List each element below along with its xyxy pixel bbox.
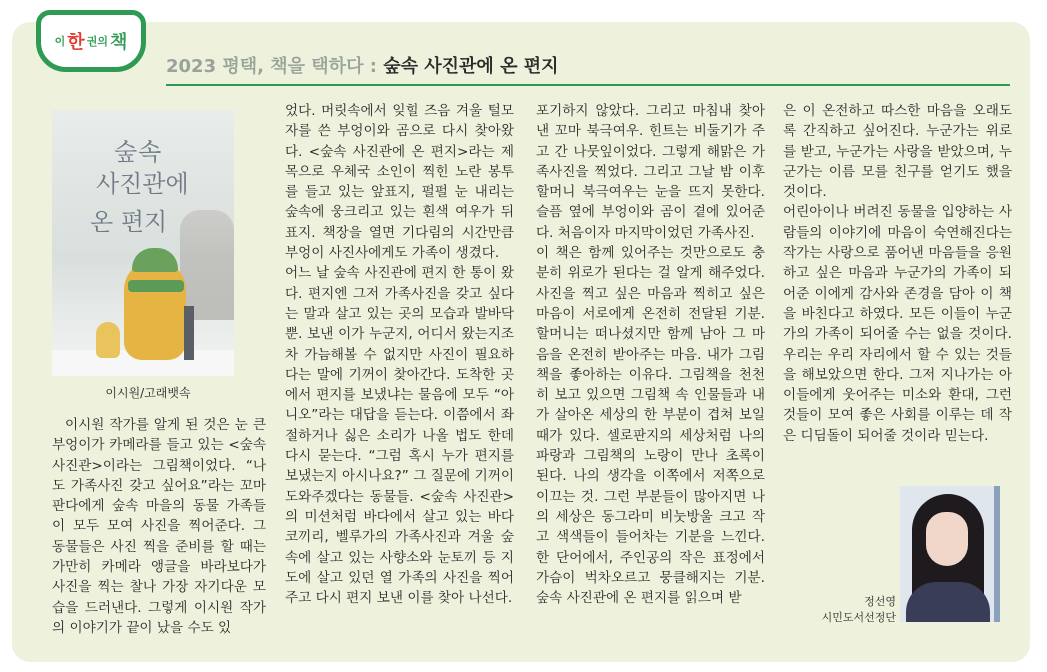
section-badge: [36, 10, 146, 72]
cover-bear-scarf: [128, 280, 184, 292]
cover-trees: [180, 210, 234, 320]
badge-chaek: 책: [109, 32, 128, 53]
article-title: 숲속 사진관에 온 편지: [383, 56, 559, 77]
author-name: 정선영: [864, 595, 896, 608]
book-caption: 이시원/고래뱃속: [105, 386, 191, 400]
book-cover-image: [52, 110, 234, 376]
cover-title-line3: 온 편지: [90, 208, 168, 236]
cover-owl: [96, 322, 120, 358]
series-title: 2023 평택, 책을 택하다: [166, 56, 364, 77]
badge-han: 한: [67, 32, 85, 53]
cover-bear: [124, 260, 186, 360]
author-affiliation: 시민도서선정단: [821, 611, 896, 624]
author-photo: [900, 486, 1000, 622]
body-column-4: 은 이 온전하고 따스한 마음을 오래도록 간직하고 싶어진다. 누군가는 위로를 받고, 누군가는 사랑을 받았으며, 누군가는 이름 모를 친구를 얻기도 했을 것이다. 어린아이나 버려진 동물을 입양하는 사람들의 이야기에 마음이 숙연해진다는 작가는 사랑으로 품어낸 마음들을 응원하고 싶은 마음과 누군가의 가족이 되어준 이에게 감사와 존경을 담아 이 책을 바친다고 하였다. 모든 이들이 누군가의 가족이 되어줄 수는 없을 것이다. 우리는 우리 자리에서 할 수 있는 것들을 해보았으면 한다. 그저 지나가는 아이들에게 웃어주는 미소와 환대, 그런 것들이 모여 좋은 사회를 이루는 데 작은 디딤돌이 되어줄 것이라 믿는다.: [783, 103, 1012, 444]
header-divider: [166, 84, 1010, 86]
author-photo-body: [906, 582, 990, 622]
body-column-2: 었다. 머릿속에서 잊힐 즈음 겨울 털모자를 쓴 부엉이와 곰으로 다시 찾아왔다. <숲속 사진관에 온 편지>라는 제목으로 우체국 소인이 찍힌 노란 봉투를 들고 있는 앞표지, 펄펄 눈 내리는 숲속에 웅크리고 있는 흰색 여우가 뒤표지. 책장을 열면 기다림의 시간만큼 부엉이 사진사에게도 가족이 생겼다. 어느 날 숲속 사진관에 편지 한 통이 왔다. 편지엔 그저 가족사진을 갖고 싶다는 말과 살고 있는 곳의 모습과 발바닥뿐. 보낸 이가 누군지, 어디서 왔는지조차 가늠해볼 수 없지만 사진이 필요하다는 말에 기꺼이 찾아간다. 도착한 곳에서 편지를 보냈냐는 물음에 모두 “아니오”라는 대답을 듣는다. 이쯤에서 좌절하거나 싫은 소리가 나올 법도 한데 다시 묻는다. “그럼 혹시 누가 편지를 보냈는지 아시나요?” 그 질문에 기꺼이 도와주겠다는 동물들. <숲속 사진관>의 미션처럼 바다에서 살고 있는 바다코끼리, 벨루가의 가족사진과 겨울 숲속에 살고 있는 사향소와 눈토끼 등 지도에 살고 있던 열 가족의 사진을 찍어주고 다시 편지 보낸 이를 찾아 나선다.: [285, 103, 514, 607]
badge-gwon: 권의: [86, 35, 108, 48]
cover-title-line1: 숲속: [114, 138, 163, 166]
badge-i: 이: [54, 35, 66, 48]
cover-bear-hat: [132, 248, 178, 272]
cover-title-line2: 사진관에: [96, 170, 189, 198]
cover-camera-tripod: [184, 306, 194, 360]
author-photo-face: [926, 512, 968, 566]
header-colon: :: [369, 56, 377, 77]
body-column-1: 이시원 작가를 알게 된 것은 눈 큰 부엉이가 카메라를 들고 있는 <숲속 사진관>이라는 그림책이었다. “나도 가족사진 갖고 싶어요”라는 꼬마 판다에게 숲속 마을의 동물 가족들이 모두 모여 사진을 찍어준다. 그 동물들은 사진 찍을 준비를 할 때는 가만히 카메라 앵글을 바라보다가 사진을 찍는 찰나 가장 자기다운 모습을 드러낸다. 그렇게 이시원 작가의 이야기가 끝이 났을 수도 있: [52, 417, 266, 636]
body-column-3: 포기하지 않았다. 그리고 마침내 찾아낸 꼬마 북극여우. 힌트는 비둘기가 주고 간 나뭇잎이었다. 그렇게 해맑은 가족사진을 찍었다. 그리고 그날 밤 이후 할머니 북극여우는 눈을 뜨지 못한다. 슬픔 옆에 부엉이와 곰이 곁에 있어준다. 처음이자 마지막이었던 가족사진. 이 책은 함께 있어주는 것만으로도 충분히 위로가 된다는 걸 알게 해주었다. 사진을 찍고 싶은 마음과 찍히고 싶은 마음이 서로에게 온전히 전달된 기분. 할머니는 떠나셨지만 함께 남아 그 마음을 온전히 받아주는 마음. 내가 그림책을 좋아하는 이유다. 그림책을 천천히 보고 있으면 그림책 속 인물들과 내가 살아온 세상의 한 부분이 겹쳐 보일 때가 있다. 셀로판지의 세상처럼 나의 파랑과 그림책의 노랑이 만나 초록이 된다. 나의 생각을 이쪽에서 저쪽으로 이끄는 것. 그런 부분들이 많아지면 나의 세상은 동그라미 비눗방울 크고 작고 색색들이 들어차는 기분을 느낀다. 한 단어에서, 주인공의 작은 표정에서 가슴이 벅차오르고 뭉클해지는 기분. 숲속 사진관에 온 편지를 읽으며 받: [536, 103, 765, 607]
author-byline: [812, 594, 896, 626]
article-header: [166, 52, 559, 78]
